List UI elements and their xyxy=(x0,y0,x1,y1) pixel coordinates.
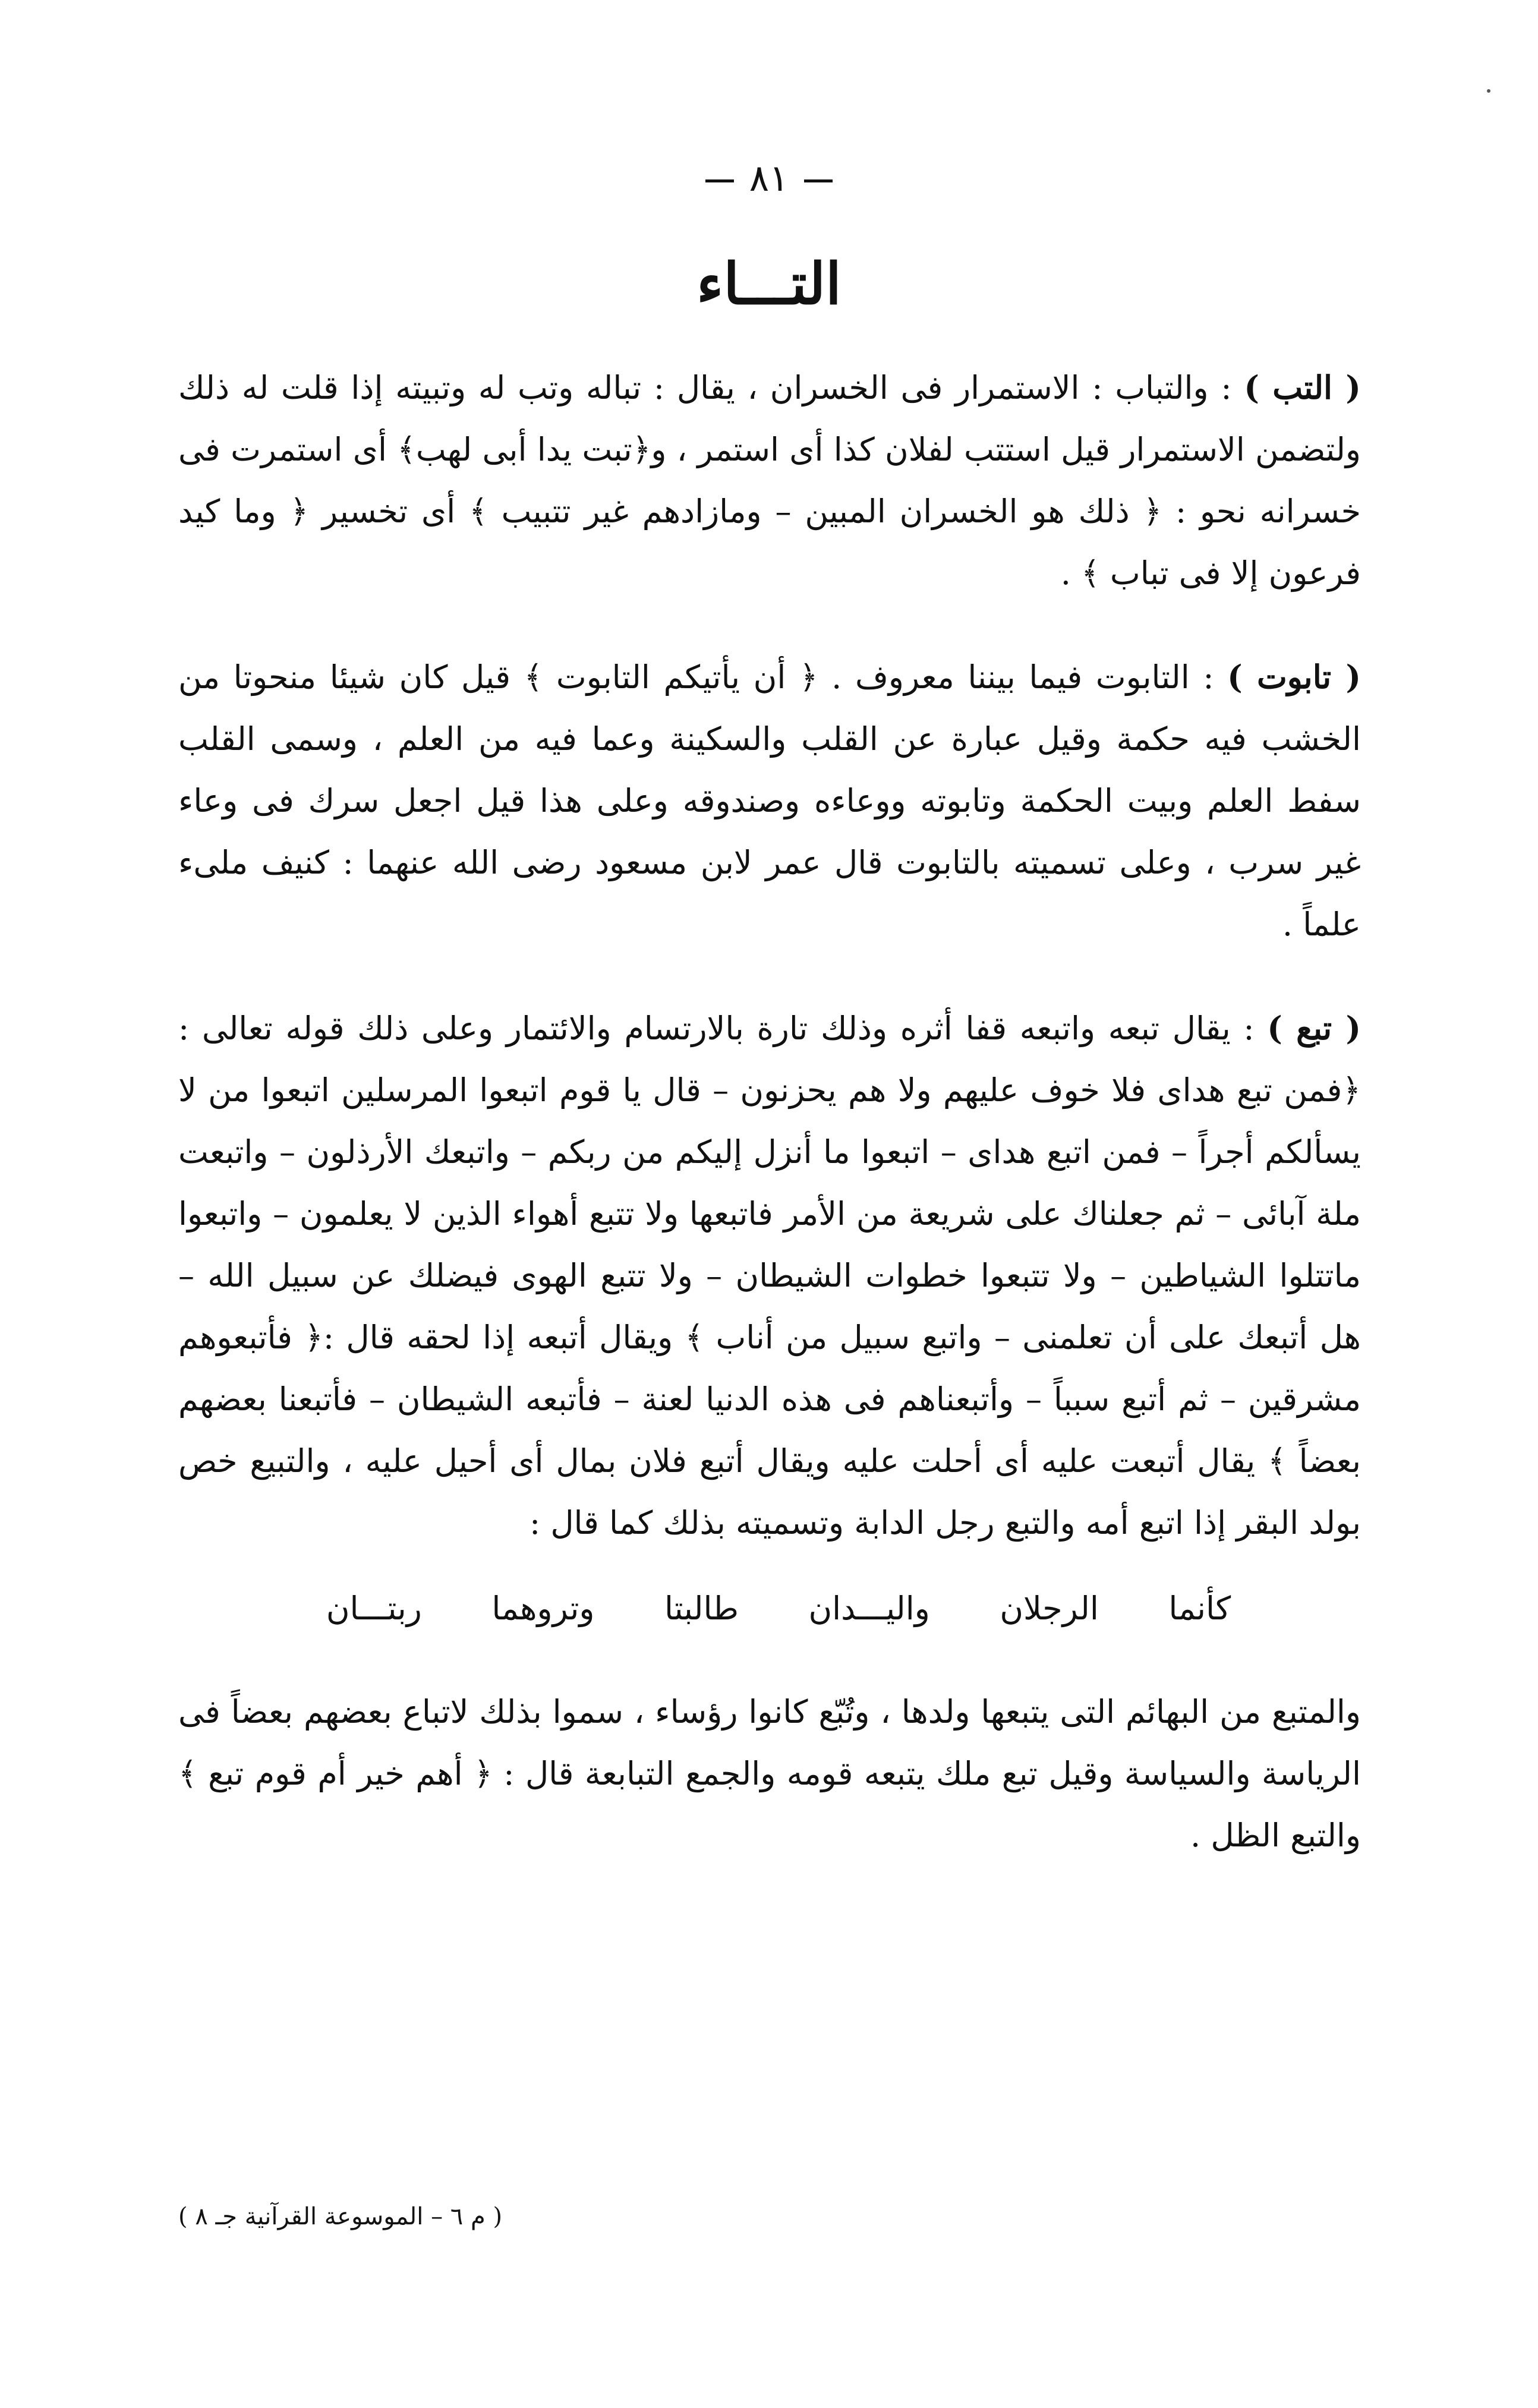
body-text xyxy=(178,357,1361,1908)
page-number: ٨١ xyxy=(0,155,1538,202)
entry-tabb xyxy=(178,357,1361,604)
entry-text: : يقال تبعه واتبعه قفا أثره وذلك تارة بالارتسام والائتمار وعلى ذلك قوله تعالى : ﴿فمن تبع هداى فلا خوف عليهم ولا هم يحزنون – قال يا قوم اتبعوا المرسلين اتبعوا من لا يسألكم أجراً – فمن اتبع هداى – اتبعوا ما أنزل إليكم من ربكم – واتبعك الأرذلون – واتبعت ملة آبائى – ثم جعلناك على شريعة من الأمر فاتبعها ولا تتبع أهواء الذين لا يعلمون – واتبعوا ماتتلوا الشياطين – ولا تتبعوا خطوات الشيطان – ولا تتبع الهوى فيضلك عن سبيل الله – هل أتبعك على أن تعلمنى – واتبع سبيل من أناب ﴾ ويقال أتبعه إذا لحقه قال :﴿ فأتبعوهم مشرقين – ثم أتبع سبباً – وأتبعناهم فى هذه الدنيا لعنة – فأتبعه الشيطان – فأتبعنا بعضهم بعضاً ﴾ يقال أتبعت عليه أى أحلت عليه ويقال أتبع فلان بمال أى أحيل عليه ، والتبيع خص بولد البقر إذا اتبع أمه والتبع رجل الدابة وتسميته بذلك كما قال : xyxy=(178,1010,1361,1542)
entry-headword: ( تابوت ) xyxy=(1227,658,1361,696)
poetry-verse xyxy=(291,1578,1266,1640)
entry-text: : والتباب : الاستمرار فى الخسران ، يقال : تباله وتب له وتبيته إذا قلت له ذلك ولتضمن الاستمرار قيل استتب لفلان كذا أى استمر ، و﴿تبت يدا أبى لهب﴾ أى استمرت فى خسرانه نحو : ﴿ ذلك هو الخسران المبين – ومازادهم غير تتبيب ﴾ أى تخسير ﴿ وما كيد فرعون إلا فى تباب ﴾ . xyxy=(178,369,1361,592)
entry-headword: ( تبع ) xyxy=(1267,1009,1361,1047)
verse-word: الرجلان xyxy=(1000,1590,1099,1627)
chapter-title: التـــاء xyxy=(696,250,842,317)
entry-headword: ( التب ) xyxy=(1244,368,1361,406)
verse-word: ربتـــان xyxy=(326,1590,422,1627)
closing-paragraph: والمتبع من البهائم التى يتبعها ولدها ، وتُبّع كانوا رؤساء ، سموا بذلك لاتباع بعضهم بعضاً فى الرياسة والسياسة وقيل تبع ملك يتبعه قومه والجمع التبابعة قال : ﴿ أهم خير أم قوم تبع ﴾ والتبع الظل . xyxy=(178,1693,1361,1854)
verse-word: كأنما xyxy=(1168,1590,1231,1627)
verse-word: وتروهما xyxy=(491,1590,595,1627)
entry-text: : التابوت فيما بيننا معروف . ﴿ أن يأتيكم التابوت ﴾ قيل كان شيئا منحوتا من الخشب فيه حكمة وقيل عبارة عن القلب والسكينة وعما فيه من العلم ، وسمى القلب سفط العلم وبيت الحكمة وتابوته ووعاءه وصندوقه وعلى هذا قيل اجعل سرك فى وعاء غير سرب ، وعلى تسميته بالتابوت قال عمر لابن مسعود رضى الله عنهما : كنيف ملىء علماً . xyxy=(178,658,1361,943)
entry-tabut xyxy=(178,646,1361,956)
margin-speck xyxy=(1487,89,1490,93)
verse-word: واليـــدان xyxy=(808,1590,930,1627)
verse-word: طالبتا xyxy=(664,1590,739,1627)
entry-tabia xyxy=(178,997,1361,1554)
page-footer-signature: ( م ٦ – الموسوعة القرآنية جـ ٨ ) xyxy=(178,2203,503,2230)
